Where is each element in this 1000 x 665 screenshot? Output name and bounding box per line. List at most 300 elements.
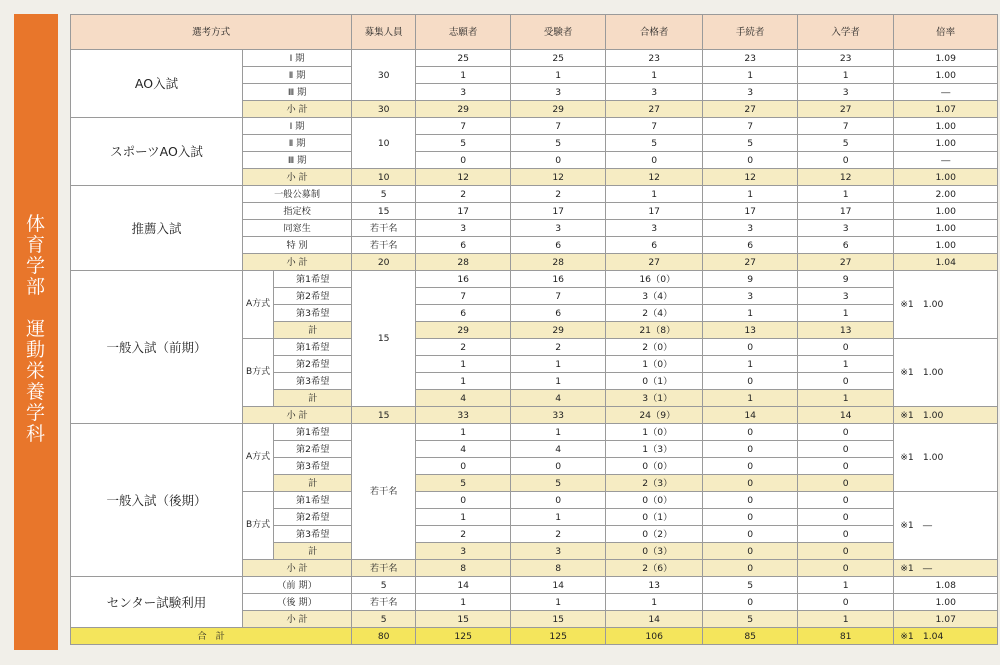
juken-cell: 3 [511, 220, 606, 237]
subtotal-bosyu: 15 [352, 407, 416, 424]
sidebar-title-char: 運 [25, 318, 46, 340]
table-row [71, 628, 998, 645]
gokaku-paren: （8） [651, 324, 676, 336]
juken-cell: 1 [511, 356, 606, 373]
gokaku-cell: 1 [606, 594, 703, 611]
nyugaku-cell: 1 [798, 577, 894, 594]
gokaku-value: 0 [642, 528, 649, 540]
gokaku-paren: （1） [648, 511, 673, 523]
shigan-cell: 3 [416, 84, 511, 101]
total-juken: 5 [511, 475, 606, 492]
gokaku-cell [606, 390, 703, 407]
table-row [71, 15, 998, 50]
bosyu-cell: 5 [352, 577, 416, 594]
gokaku-paren: （1） [648, 375, 673, 387]
grand-total-nyugaku: 81 [798, 628, 894, 645]
subtotal-tetsuzuki: 5 [703, 611, 798, 628]
gokaku-value: 24 [639, 409, 652, 421]
subtotal-bairitsu: 1.07 [894, 611, 998, 628]
gokaku-value: 2 [642, 477, 649, 489]
gokaku-value: 0 [642, 375, 649, 387]
subtotal-nyugaku: 14 [798, 407, 894, 424]
subtotal-nyugaku: 27 [798, 101, 894, 118]
bairitsu-cell: 1.00 [894, 220, 998, 237]
juken-cell: 0 [511, 458, 606, 475]
subtotal-label: 小 計 [243, 611, 352, 628]
gokaku-value: 1 [642, 443, 649, 455]
gokaku-value: 21 [639, 324, 652, 336]
shigan-cell: 0 [416, 458, 511, 475]
tetsuzuki-cell: 0 [703, 339, 798, 356]
gokaku-paren: （0） [648, 341, 673, 353]
nyugaku-cell: 0 [798, 509, 894, 526]
tetsuzuki-cell: 0 [703, 373, 798, 390]
juken-cell: 16 [511, 271, 606, 288]
subtotal-bairitsu: 1.00 [894, 169, 998, 186]
juken-cell: 7 [511, 288, 606, 305]
tetsuzuki-cell: 1 [703, 356, 798, 373]
nyugaku-cell: 1 [798, 67, 894, 84]
subtotal-bairitsu: ※1 ― [894, 560, 998, 577]
header-col: 手続者 [703, 15, 798, 50]
bairitsu-cell: ※1 1.00 [894, 339, 998, 407]
gokaku-cell [606, 356, 703, 373]
subtotal-nyugaku: 0 [798, 560, 894, 577]
grand-total-shigan: 125 [416, 628, 511, 645]
nyugaku-cell: 0 [798, 458, 894, 475]
bairitsu-cell: ※1 ― [894, 492, 998, 560]
juken-cell: 6 [511, 305, 606, 322]
subtotal-shigan: 28 [416, 254, 511, 271]
tetsuzuki-cell: 0 [703, 152, 798, 169]
gokaku-paren: （0） [648, 460, 673, 472]
tetsuzuki-cell: 5 [703, 577, 798, 594]
table-row [71, 118, 998, 135]
gokaku-value: 0 [642, 511, 649, 523]
sub-label: 第1希望 [274, 339, 352, 356]
tetsuzuki-cell: 5 [703, 135, 798, 152]
bairitsu-cell: 1.00 [894, 118, 998, 135]
juken-cell: 2 [511, 339, 606, 356]
sub-label: 第2希望 [274, 441, 352, 458]
gokaku-cell [606, 288, 703, 305]
nyugaku-cell: 0 [798, 373, 894, 390]
grand-total-bosyu: 80 [352, 628, 416, 645]
gokaku-cell [606, 441, 703, 458]
juken-cell: 17 [511, 203, 606, 220]
gokaku-cell [606, 526, 703, 543]
sub-label: Ⅰ 期 [243, 50, 352, 67]
bairitsu-cell: 1.00 [894, 203, 998, 220]
format-label: B方式 [243, 492, 274, 560]
subtotal-tetsuzuki: 27 [703, 254, 798, 271]
subtotal-tetsuzuki: 12 [703, 169, 798, 186]
nyugaku-cell: 3 [798, 288, 894, 305]
gokaku-paren: （2） [648, 528, 673, 540]
gokaku-paren: （4） [648, 290, 673, 302]
sidebar-title-char: 育 [25, 234, 46, 256]
header-col: 募集人員 [352, 15, 416, 50]
sub-label: （後 期） [243, 594, 352, 611]
tetsuzuki-cell: 17 [703, 203, 798, 220]
shigan-cell: 6 [416, 305, 511, 322]
juken-cell: 14 [511, 577, 606, 594]
nyugaku-cell: 5 [798, 135, 894, 152]
bosyu-cell: 30 [352, 50, 416, 101]
tetsuzuki-cell: 0 [703, 492, 798, 509]
sub-label: 指定校 [243, 203, 352, 220]
gokaku-value: 2 [642, 307, 649, 319]
sub-label: 第3希望 [274, 305, 352, 322]
tetsuzuki-cell: 3 [703, 84, 798, 101]
sidebar-title-char: 栄 [25, 360, 46, 382]
shigan-cell: 14 [416, 577, 511, 594]
shigan-cell: 0 [416, 152, 511, 169]
tetsuzuki-cell: 1 [703, 67, 798, 84]
total-nyugaku: 1 [798, 390, 894, 407]
subtotal-label: 小 計 [243, 407, 352, 424]
shigan-cell: 1 [416, 373, 511, 390]
gokaku-cell [606, 492, 703, 509]
shigan-cell: 7 [416, 288, 511, 305]
juken-cell: 5 [511, 135, 606, 152]
subtotal-bosyu: 30 [352, 101, 416, 118]
total-shigan: 4 [416, 390, 511, 407]
subtotal-juken: 28 [511, 254, 606, 271]
juken-cell: 4 [511, 441, 606, 458]
sub-label: Ⅱ 期 [243, 67, 352, 84]
gokaku-value: 16 [639, 273, 652, 285]
gokaku-cell: 1 [606, 186, 703, 203]
subtotal-shigan: 33 [416, 407, 511, 424]
gokaku-cell [606, 322, 703, 339]
subtotal-bosyu: 10 [352, 169, 416, 186]
juken-cell: 3 [511, 84, 606, 101]
gokaku-value: 1 [642, 358, 649, 370]
sub-label: 第3希望 [274, 458, 352, 475]
shigan-cell: 25 [416, 50, 511, 67]
method-label: 一般入試（後期） [71, 424, 243, 577]
bosyu-cell: 若干名 [352, 594, 416, 611]
header-col: 合格者 [606, 15, 703, 50]
juken-cell: 1 [511, 373, 606, 390]
shigan-cell: 1 [416, 424, 511, 441]
total-shigan: 3 [416, 543, 511, 560]
sub-label: Ⅰ 期 [243, 118, 352, 135]
gokaku-value: 0 [642, 545, 649, 557]
sidebar-title-char [14, 298, 58, 319]
bosyu-cell: 若干名 [352, 237, 416, 254]
shigan-cell: 1 [416, 67, 511, 84]
subtotal-bosyu: 5 [352, 611, 416, 628]
subtotal-juken: 29 [511, 101, 606, 118]
total-nyugaku: 0 [798, 543, 894, 560]
nyugaku-cell: 0 [798, 339, 894, 356]
gokaku-cell: 1 [606, 67, 703, 84]
gokaku-cell [606, 305, 703, 322]
gokaku-cell [606, 424, 703, 441]
header-col: 志願者 [416, 15, 511, 50]
total-label: 計 [274, 475, 352, 492]
tetsuzuki-cell: 6 [703, 237, 798, 254]
grand-total-label: 合 計 [71, 628, 352, 645]
sidebar-title-char: 体 [25, 213, 46, 235]
bairitsu-cell: 1.08 [894, 577, 998, 594]
gokaku-cell [606, 373, 703, 390]
sub-label: 第1希望 [274, 424, 352, 441]
method-label: AO入試 [71, 50, 243, 118]
gokaku-value: 3 [642, 392, 649, 404]
gokaku-value: 3 [642, 290, 649, 302]
subtotal-juken: 33 [511, 407, 606, 424]
grand-total-juken: 125 [511, 628, 606, 645]
gokaku-cell: 6 [606, 237, 703, 254]
department-title [14, 214, 58, 445]
table-row [71, 271, 998, 288]
subtotal-gokaku: 14 [606, 611, 703, 628]
juken-cell: 25 [511, 50, 606, 67]
tetsuzuki-cell: 1 [703, 305, 798, 322]
header-col: 倍率 [894, 15, 998, 50]
nyugaku-cell: 0 [798, 152, 894, 169]
sub-label: 第2希望 [274, 509, 352, 526]
gokaku-value: 1 [642, 426, 649, 438]
gokaku-cell: 5 [606, 135, 703, 152]
juken-cell: 1 [511, 509, 606, 526]
subtotal-shigan: 8 [416, 560, 511, 577]
sidebar-title-char: 科 [25, 423, 46, 445]
gokaku-cell [606, 543, 703, 560]
total-label: 計 [274, 390, 352, 407]
nyugaku-cell: 9 [798, 271, 894, 288]
tetsuzuki-cell: 3 [703, 220, 798, 237]
gokaku-value: 2 [642, 562, 649, 574]
shigan-cell: 2 [416, 186, 511, 203]
bairitsu-cell: 1.00 [894, 135, 998, 152]
gokaku-paren: （6） [648, 562, 673, 574]
gokaku-paren: （3） [648, 545, 673, 557]
shigan-cell: 6 [416, 237, 511, 254]
gokaku-cell: 7 [606, 118, 703, 135]
method-label: スポーツAO入試 [71, 118, 243, 186]
gokaku-paren: （0） [648, 494, 673, 506]
nyugaku-cell: 0 [798, 424, 894, 441]
shigan-cell: 2 [416, 339, 511, 356]
tetsuzuki-cell: 0 [703, 441, 798, 458]
total-shigan: 5 [416, 475, 511, 492]
subtotal-shigan: 29 [416, 101, 511, 118]
shigan-cell: 7 [416, 118, 511, 135]
table-row [71, 50, 998, 67]
table-row [71, 186, 998, 203]
gokaku-cell: 3 [606, 84, 703, 101]
sub-label: Ⅱ 期 [243, 135, 352, 152]
sub-label: 一般公募制 [243, 186, 352, 203]
subtotal-nyugaku: 1 [798, 611, 894, 628]
subtotal-nyugaku: 27 [798, 254, 894, 271]
total-label: 計 [274, 543, 352, 560]
subtotal-label: 小 計 [243, 101, 352, 118]
bairitsu-cell: 1.00 [894, 67, 998, 84]
nyugaku-cell: 17 [798, 203, 894, 220]
subtotal-juken: 8 [511, 560, 606, 577]
gokaku-paren: （0） [651, 273, 676, 285]
nyugaku-cell: 0 [798, 526, 894, 543]
grand-total-tetsuzuki: 85 [703, 628, 798, 645]
juken-cell: 1 [511, 424, 606, 441]
gokaku-cell: 0 [606, 152, 703, 169]
gokaku-cell [606, 509, 703, 526]
shigan-cell: 17 [416, 203, 511, 220]
format-label: A方式 [243, 424, 274, 492]
nyugaku-cell: 0 [798, 441, 894, 458]
gokaku-value: 2 [642, 341, 649, 353]
bairitsu-cell: 1.00 [894, 594, 998, 611]
subtotal-label: 小 計 [243, 560, 352, 577]
header-col: 入学者 [798, 15, 894, 50]
bosyu-cell: 15 [352, 203, 416, 220]
subtotal-tetsuzuki: 27 [703, 101, 798, 118]
juken-cell: 0 [511, 152, 606, 169]
gokaku-paren: （3） [648, 477, 673, 489]
sidebar-title-char: 動 [25, 339, 46, 361]
bosyu-cell: 10 [352, 118, 416, 169]
method-label: センター試験利用 [71, 577, 243, 628]
table-row [71, 424, 998, 441]
table-row [71, 577, 998, 594]
gokaku-cell [606, 339, 703, 356]
subtotal-gokaku: 27 [606, 101, 703, 118]
sub-label: 第2希望 [274, 356, 352, 373]
total-nyugaku: 0 [798, 475, 894, 492]
nyugaku-cell: 3 [798, 84, 894, 101]
juken-cell: 1 [511, 594, 606, 611]
gokaku-cell [606, 560, 703, 577]
shigan-cell: 1 [416, 356, 511, 373]
total-tetsuzuki: 0 [703, 543, 798, 560]
subtotal-juken: 12 [511, 169, 606, 186]
gokaku-cell [606, 271, 703, 288]
gokaku-cell [606, 407, 703, 424]
gokaku-paren: （0） [648, 426, 673, 438]
shigan-cell: 2 [416, 526, 511, 543]
shigan-cell: 3 [416, 220, 511, 237]
subtotal-bairitsu: 1.04 [894, 254, 998, 271]
subtotal-gokaku: 12 [606, 169, 703, 186]
sub-label: 同窓生 [243, 220, 352, 237]
subtotal-bairitsu: 1.07 [894, 101, 998, 118]
subtotal-tetsuzuki: 0 [703, 560, 798, 577]
sidebar-title-char: 学 [25, 255, 46, 277]
gokaku-paren: （1） [648, 392, 673, 404]
sidebar-title-char: 学 [25, 402, 46, 424]
header-col: 受験者 [511, 15, 606, 50]
nyugaku-cell: 1 [798, 305, 894, 322]
sidebar-title-char: 養 [25, 381, 46, 403]
juken-cell: 2 [511, 186, 606, 203]
total-tetsuzuki: 0 [703, 475, 798, 492]
juken-cell: 2 [511, 526, 606, 543]
gokaku-cell: 17 [606, 203, 703, 220]
grand-total-gokaku: 106 [606, 628, 703, 645]
bosyu-cell: 5 [352, 186, 416, 203]
gokaku-cell [606, 475, 703, 492]
header-method: 選考方式 [71, 15, 352, 50]
sub-label: Ⅲ 期 [243, 152, 352, 169]
bosyu-cell: 15 [352, 271, 416, 407]
format-label: A方式 [243, 271, 274, 339]
sub-label: Ⅲ 期 [243, 84, 352, 101]
subtotal-label: 小 計 [243, 169, 352, 186]
juken-cell: 7 [511, 118, 606, 135]
tetsuzuki-cell: 0 [703, 594, 798, 611]
department-sidebar [14, 14, 58, 650]
tetsuzuki-cell: 1 [703, 186, 798, 203]
shigan-cell: 4 [416, 441, 511, 458]
total-juken: 4 [511, 390, 606, 407]
gokaku-cell: 13 [606, 577, 703, 594]
subtotal-tetsuzuki: 14 [703, 407, 798, 424]
subtotal-nyugaku: 12 [798, 169, 894, 186]
juken-cell: 1 [511, 67, 606, 84]
gokaku-value: 0 [642, 460, 649, 472]
grand-total-bairitsu: ※1 1.04 [894, 628, 998, 645]
gokaku-paren: （4） [648, 307, 673, 319]
gokaku-cell: 3 [606, 220, 703, 237]
nyugaku-cell: 1 [798, 356, 894, 373]
bosyu-cell: 若干名 [352, 220, 416, 237]
nyugaku-cell: 7 [798, 118, 894, 135]
sub-label: 第2希望 [274, 288, 352, 305]
subtotal-juken: 15 [511, 611, 606, 628]
total-tetsuzuki: 1 [703, 390, 798, 407]
gokaku-cell: 23 [606, 50, 703, 67]
total-juken: 3 [511, 543, 606, 560]
shigan-cell: 1 [416, 594, 511, 611]
tetsuzuki-cell: 0 [703, 458, 798, 475]
tetsuzuki-cell: 0 [703, 424, 798, 441]
subtotal-gokaku: 27 [606, 254, 703, 271]
gokaku-paren: （3） [648, 443, 673, 455]
method-label: 一般入試（前期） [71, 271, 243, 424]
sub-label: 特 別 [243, 237, 352, 254]
admission-results-table [70, 14, 998, 645]
subtotal-bairitsu: ※1 1.00 [894, 407, 998, 424]
total-nyugaku: 13 [798, 322, 894, 339]
gokaku-paren: （9） [651, 409, 676, 421]
nyugaku-cell: 3 [798, 220, 894, 237]
subtotal-bosyu: 若干名 [352, 560, 416, 577]
sub-label: （前 期） [243, 577, 352, 594]
tetsuzuki-cell: 23 [703, 50, 798, 67]
format-label: B方式 [243, 339, 274, 407]
tetsuzuki-cell: 9 [703, 271, 798, 288]
gokaku-value: 0 [642, 494, 649, 506]
bairitsu-cell: ― [894, 152, 998, 169]
total-tetsuzuki: 13 [703, 322, 798, 339]
shigan-cell: 1 [416, 509, 511, 526]
tetsuzuki-cell: 7 [703, 118, 798, 135]
sidebar-title-char: 部 [25, 276, 46, 298]
subtotal-bosyu: 20 [352, 254, 416, 271]
nyugaku-cell: 23 [798, 50, 894, 67]
gokaku-paren: （0） [648, 358, 673, 370]
sub-label: 第1希望 [274, 492, 352, 509]
tetsuzuki-cell: 3 [703, 288, 798, 305]
bosyu-cell: 若干名 [352, 424, 416, 560]
gokaku-cell [606, 458, 703, 475]
shigan-cell: 0 [416, 492, 511, 509]
